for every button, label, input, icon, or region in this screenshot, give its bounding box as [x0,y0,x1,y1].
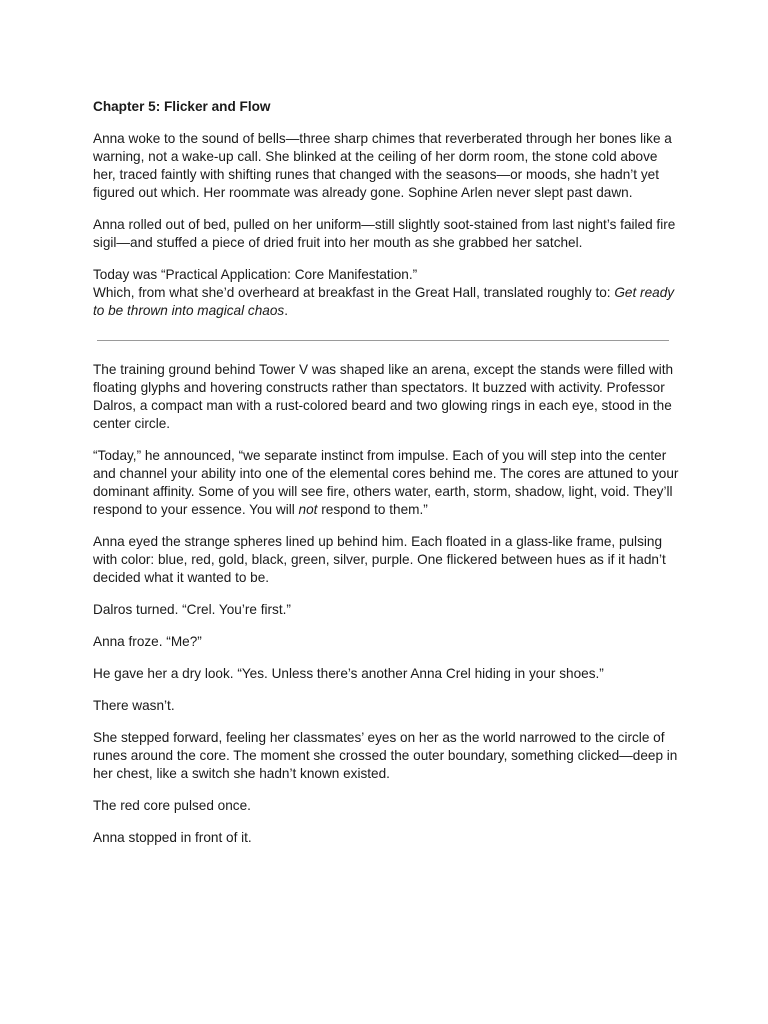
translation-italic: Get ready to be thrown into magical chaos [93,285,675,318]
announcement-prefix: “Today,” he announced, “we separate instinct from impulse. Each of you will step into the center and channel your ability into one of the elemental cores behind me. The cores are attuned to your dominant affinity. Some of you will see fire, others water, earth, storm, shadow, light, void. They’ll respond to your essence. You will [93,448,679,517]
document-page [93,98,679,861]
translation-prefix: Which, from what she’d overheard at breakfast in the Great Hall, translated roughly to: [93,285,615,300]
paragraph-anna-froze: Anna froze. “Me?” [93,634,202,649]
paragraph-there-wasnt: There wasn’t. [93,698,175,713]
paragraph-dry-look: He gave her a dry look. “Yes. Unless there’s another Anna Crel hiding in your shoes.” [93,666,604,681]
section-divider [97,340,669,341]
translation-suffix: . [284,303,288,318]
today-line: Today was “Practical Application: Core Manifestation.” [93,267,418,282]
chapter-title: Chapter 5: Flicker and Flow [93,99,271,114]
paragraph-red-core: The red core pulsed once. [93,798,251,813]
announcement-suffix: respond to them.” [317,502,428,517]
paragraph-spheres: Anna eyed the strange spheres lined up behind him. Each floated in a glass-like frame, pulsing with color: blue, red, gold, black, green, silver, purple. One flickered between hues as if it hadn’t decided what it wanted to be. [93,534,666,585]
paragraph-waking: Anna woke to the sound of bells—three sharp chimes that reverberated through her bones like a warning, not a wake-up call. She blinked at the ceiling of her dorm room, the stone cold above her, traced faintly with shifting runes that changed with the seasons—or moods, she hadn’t yet figured out which. Her roommate was already gone. Sophine Arlen never slept past dawn. [93,131,672,200]
paragraph-anna-stopped: Anna stopped in front of it. [93,830,252,845]
paragraph-today [93,266,679,320]
paragraph-announcement [93,447,679,519]
paragraph-dalros-turned: Dalros turned. “Crel. You’re first.” [93,602,291,617]
paragraph-stepped-forward: She stepped forward, feeling her classmates’ eyes on her as the world narrowed to the circle of runes around the core. The moment she crossed the outer boundary, something clicked—deep in her chest, like a switch she hadn’t known existed. [93,730,678,781]
paragraph-uniform: Anna rolled out of bed, pulled on her uniform—still slightly soot-stained from last night’s failed fire sigil—and stuffed a piece of dried fruit into her mouth as she grabbed her satchel. [93,217,676,250]
announcement-italic: not [298,502,318,517]
paragraph-training-ground: The training ground behind Tower V was shaped like an arena, except the stands were filled with floating glyphs and hovering constructs rather than spectators. It buzzed with activity. Professor Dalros, a compact man with a rust-colored beard and two glowing rings in each eye, stood in the center circle. [93,362,674,431]
